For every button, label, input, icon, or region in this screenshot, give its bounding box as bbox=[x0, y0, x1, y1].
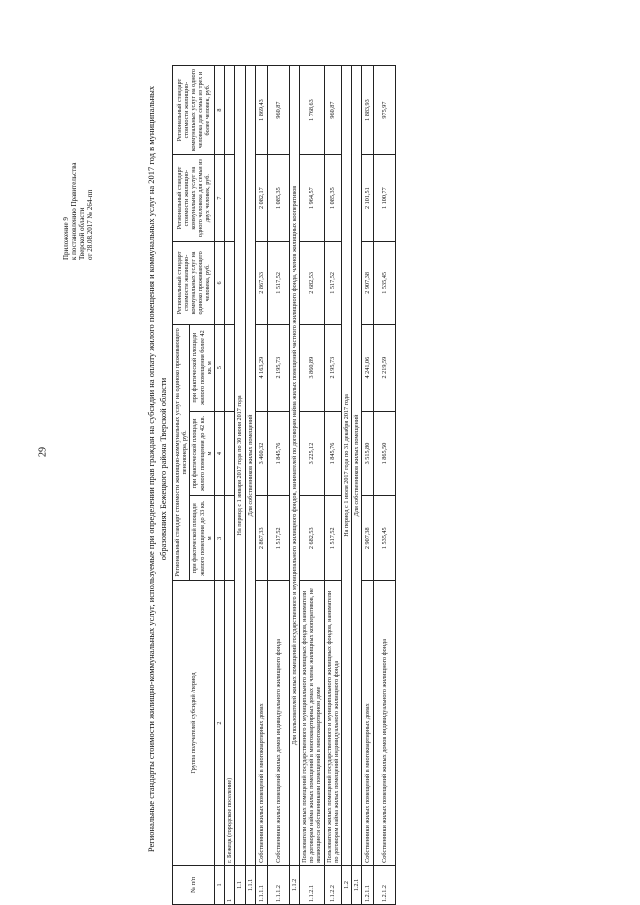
page-number: 29 bbox=[37, 447, 49, 457]
table-row bbox=[324, 66, 341, 905]
approval-block bbox=[62, 120, 94, 260]
row-text: Пользователи жилых помещений государственного и муниципального жилищных фондов, наниматели по договорам найма жилых помещений в многоквартирных домах и члены жилищных кооперативов, не являющиеся собственниками помещений в многоквартирном доме bbox=[300, 581, 325, 866]
approval-line: Тверской области bbox=[78, 207, 86, 260]
table-row bbox=[374, 66, 396, 905]
row-text: Собственники жилых помещений в многоквартирных домах bbox=[362, 581, 374, 866]
value-cell: 3 460,32 bbox=[255, 411, 267, 496]
row-num: 1.2.1 bbox=[352, 865, 362, 904]
value-cell: 3 225,12 bbox=[300, 411, 325, 496]
row-num: 1.2.1.2 bbox=[374, 865, 396, 904]
value-cell: 2 682,53 bbox=[300, 496, 325, 581]
value-cell: 2 867,33 bbox=[255, 242, 267, 325]
value-cell: 1 517,52 bbox=[267, 242, 289, 325]
colnum-cell: 4 bbox=[215, 411, 225, 496]
value-cell: 1 845,76 bbox=[324, 411, 341, 496]
document-title: Региональные стандарты стоимости жилищно-коммунальных услуг, используемые при определении прав граждан на субсидии на оплату жилого помещения и коммунальных услуг на 2017 год в муниципальных образованиях Бежецкого района Тверской области bbox=[146, 85, 168, 853]
value-cell: 1 517,52 bbox=[324, 242, 341, 325]
standards-table bbox=[172, 65, 396, 905]
row-text: Для пользователей жилых помещений государственного и муниципального жилищного фондов, нанимателей по договорам найма жилых помещений частного жилищного фонда, членов жилищных кооперативов bbox=[289, 66, 299, 866]
value-cell: 975,97 bbox=[374, 66, 396, 155]
row-text: г. Бежецк (городское поселение) bbox=[225, 581, 235, 866]
row-text: Для собственников жилых помещений bbox=[245, 66, 255, 866]
value-cell: 1 865,50 bbox=[374, 411, 396, 496]
value-cell: 1 517,52 bbox=[324, 496, 341, 581]
row-num: 1.1.1.2 bbox=[267, 865, 289, 904]
header-c6: Региональный стандарт стоимости жилищно-коммунальных услуг на одиноко проживающего человека, руб. bbox=[173, 242, 215, 325]
value-cell: 1 869,43 bbox=[255, 66, 267, 155]
row-num: 1.1.2 bbox=[289, 865, 299, 904]
row-text: На период с 1 июля 2017 года по 31 декабря 2017 года bbox=[342, 66, 352, 866]
row-num: 1.2.1.1 bbox=[362, 865, 374, 904]
value-cell: 2 867,33 bbox=[255, 496, 267, 581]
value-cell: 1 100,77 bbox=[374, 155, 396, 242]
row-num: 1.1 bbox=[235, 865, 245, 904]
header-one-person-group: Региональный стандарт стоимости жилищно-коммунальных услуг на одиноко проживающего пенсионера, руб. bbox=[173, 324, 190, 580]
row-num: 1.1.2.2 bbox=[324, 865, 341, 904]
value-cell: 4 163,29 bbox=[255, 324, 267, 411]
row-num: 1.1.2.1 bbox=[300, 865, 325, 904]
header-c4: при фактической площади жилого помещения до 42 кв. м bbox=[190, 411, 215, 496]
row-num: 1.1.1 bbox=[245, 865, 255, 904]
colnum-cell: 5 bbox=[215, 324, 225, 411]
header-c3: при фактической площади жилого помещения до 33 кв. м bbox=[190, 496, 215, 581]
row-text: Собственники жилых помещений жилых домов индивидуального жилищного фонда bbox=[267, 581, 289, 866]
header-group: Группа получателей субсидий /период bbox=[173, 581, 215, 866]
value-cell: 1 845,76 bbox=[267, 411, 289, 496]
table-row bbox=[225, 66, 235, 905]
row-text: Собственники жилых помещений жилых домов индивидуального жилищного фонда bbox=[374, 581, 396, 866]
table-row bbox=[362, 66, 374, 905]
value-cell: 2 219,59 bbox=[374, 324, 396, 411]
table-row bbox=[342, 66, 352, 905]
row-num: 1.2 bbox=[342, 865, 352, 904]
table-row bbox=[255, 66, 267, 905]
value-cell: 2 907,38 bbox=[362, 496, 374, 581]
value-cell: 3 860,89 bbox=[300, 324, 325, 411]
table-row bbox=[352, 66, 362, 905]
header-c8: Региональный стандарт стоимости жилищно-коммунальных услуг на одного человека для семьи из трех и более человек, руб. bbox=[173, 66, 215, 155]
value-cell: 3 515,80 bbox=[362, 411, 374, 496]
value-cell: 1 535,45 bbox=[374, 496, 396, 581]
value-cell: 2 082,17 bbox=[255, 155, 267, 242]
value-cell: 2 101,51 bbox=[362, 155, 374, 242]
row-num: 1 bbox=[225, 865, 235, 904]
colnum-cell: 2 bbox=[215, 581, 225, 866]
value-cell: 1 768,63 bbox=[300, 66, 325, 155]
value-cell: 2 682,53 bbox=[300, 242, 325, 325]
colnum-cell: 1 bbox=[215, 865, 225, 904]
value-cell: 4 241,06 bbox=[362, 324, 374, 411]
value-cell: 960,87 bbox=[324, 66, 341, 155]
value-cell: 2 907,38 bbox=[362, 242, 374, 325]
approval-line: к постановлению Правительства bbox=[70, 162, 78, 260]
table-row bbox=[300, 66, 325, 905]
header-c7: Региональный стандарт стоимости жилищно-коммунальных услуг на одного человека для семьи из двух человек, руб. bbox=[173, 155, 215, 242]
approval-line: Приложение 9 bbox=[62, 217, 70, 260]
table-row bbox=[267, 66, 289, 905]
value-cell: 2 195,73 bbox=[267, 324, 289, 411]
row-num: 1.1.1.1 bbox=[255, 865, 267, 904]
table-row bbox=[289, 66, 299, 905]
approval-line: от 28.08.2017 № 264-пп bbox=[86, 189, 94, 260]
value-cell: 1 085,35 bbox=[324, 155, 341, 242]
row-text: На период с 1 января 2017 года по 30 июня 2017 года bbox=[235, 66, 245, 866]
colnum-cell: 3 bbox=[215, 496, 225, 581]
colnum-cell: 6 bbox=[215, 242, 225, 325]
value-cell: 1 085,35 bbox=[267, 155, 289, 242]
table-row bbox=[245, 66, 255, 905]
value-cell: 1 964,57 bbox=[300, 155, 325, 242]
table-row bbox=[235, 66, 245, 905]
colnum-cell: 8 bbox=[215, 66, 225, 155]
value-cell: 960,87 bbox=[267, 66, 289, 155]
value-cell: 2 195,73 bbox=[324, 324, 341, 411]
colnum-cell: 7 bbox=[215, 155, 225, 242]
row-text: Для собственников жилых помещений bbox=[352, 66, 362, 866]
header-c5: при фактической площади жилого помещения более 42 кв. м bbox=[190, 324, 215, 411]
header-num: № п/п bbox=[173, 865, 215, 904]
row-text: Пользователи жилых помещений государственного и муниципального жилищных фондов, наниматели по договорам найма жилых помещений индивидуального жилищного фонда bbox=[324, 581, 341, 866]
value-cell: 1 535,45 bbox=[374, 242, 396, 325]
value-cell: 1 517,52 bbox=[267, 496, 289, 581]
row-text: Собственники жилых помещений в многоквартирных домах bbox=[255, 581, 267, 866]
value-cell: 1 883,93 bbox=[362, 66, 374, 155]
